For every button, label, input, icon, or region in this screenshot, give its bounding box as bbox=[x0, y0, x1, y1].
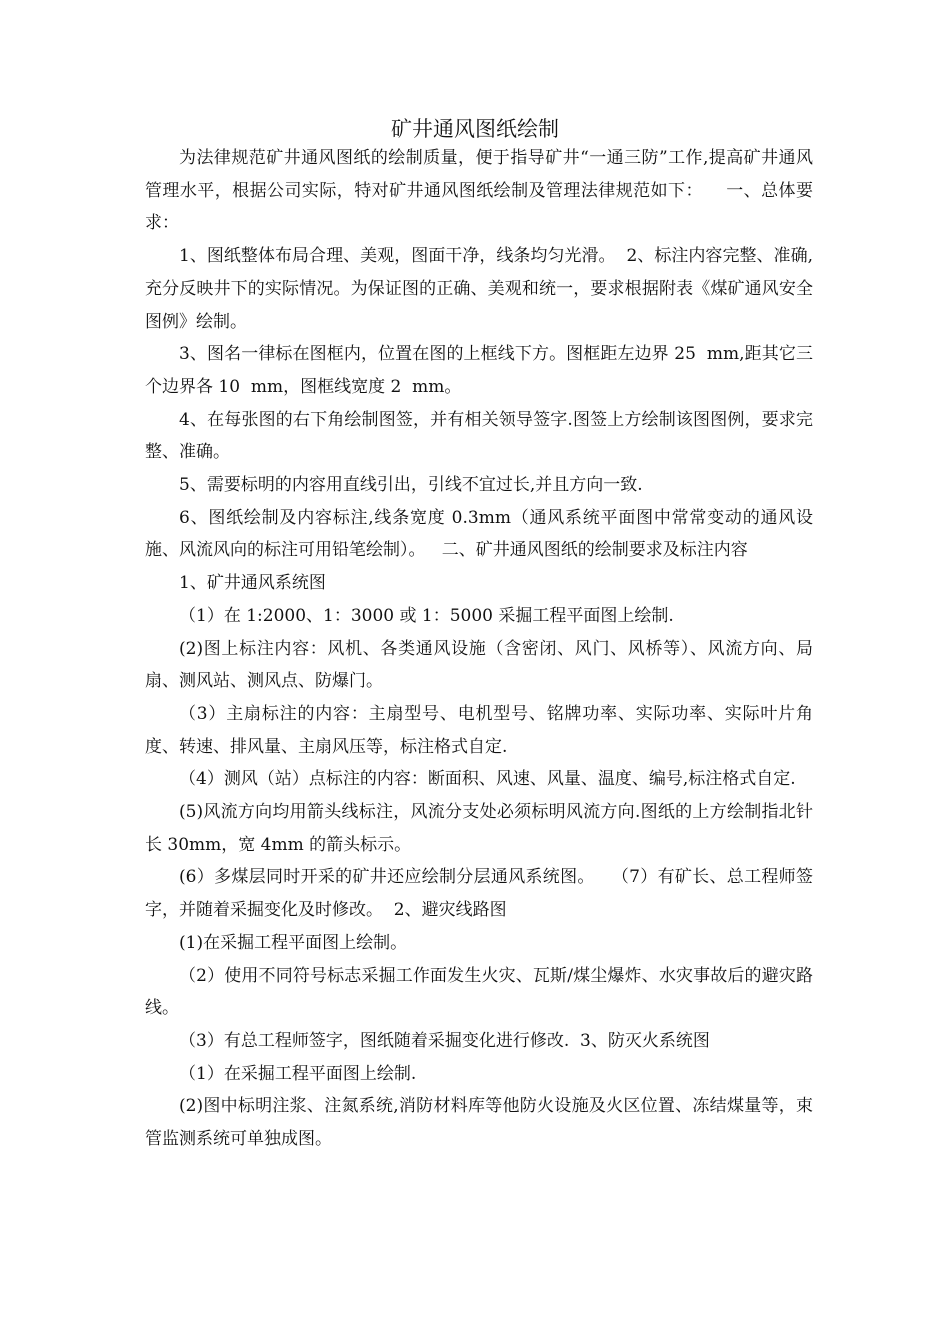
paragraph: （1）在采掘工程平面图上绘制. bbox=[179, 1063, 417, 1084]
paragraph: (2)图中标明注浆、注氮系统,消防材料库等他防火设施及火区位置、冻结煤量等，束管监测系统可单独成图。 bbox=[145, 1096, 813, 1150]
paragraph: （2）使用不同符号标志采掘工作面发生火灾、瓦斯/煤尘爆炸、水灾事故后的避灾路线。 bbox=[145, 965, 813, 1019]
paragraph: （3）主扇标注的内容：主扇型号、电机型号、铭牌功率、实际功率、实际叶片角度、转速、排风量、主扇风压等，标注格式自定. bbox=[145, 703, 813, 757]
paragraph: 3、图名一律标在图框内，位置在图的上框线下方。图框距左边界 25 mm,距其它三个边界各 10 mm，图框线宽度 2 mm。 bbox=[145, 344, 813, 397]
paragraph: 1、矿井通风系统图 bbox=[179, 573, 326, 594]
document-body bbox=[145, 142, 813, 1156]
paragraph: (1)在采掘工程平面图上绘制。 bbox=[179, 932, 408, 953]
paragraph: 1、图纸整体布局合理、美观，图面干净，线条均匀光滑。 2、标注内容完整、准确,充分反映井下的实际情况。为保证图的正确、美观和统一，要求根据附表《煤矿通风安全图例》绘制。 bbox=[145, 246, 813, 332]
paragraph: 为法律规范矿井通风图纸的绘制质量，便于指导矿井“一通三防”工作,提高矿井通风管理水平，根据公司实际，特对矿井通风图纸绘制及管理法律规范如下： 一、总体要求： bbox=[145, 148, 813, 234]
paragraph: (2)图上标注内容：风机、各类通风设施（含密闭、风门、风桥等）、风流方向、局扇、测风站、测风点、防爆门。 bbox=[145, 638, 813, 692]
paragraph: (5)风流方向均用箭头线标注，风流分支处必须标明风流方向.图纸的上方绘制指北针长 30mm，宽 4mm 的箭头标示。 bbox=[145, 802, 813, 855]
document-title: 矿井通风图纸绘制 bbox=[391, 117, 559, 141]
paragraph: 5、需要标明的内容用直线引出，引线不宜过长,并且方向一致. bbox=[179, 475, 643, 496]
paragraph: 4、在每张图的右下角绘制图签，并有相关领导签字.图签上方绘制该图图例，要求完整、准确。 bbox=[145, 409, 813, 463]
paragraph: （1）在 1:2000、1：3000 或 1：5000 采掘工程平面图上绘制. bbox=[179, 605, 674, 626]
paragraph: 6、图纸绘制及内容标注,线条宽度 0.3mm（通风系统平面图中常常变动的通风设施、风流风向的标注可用铅笔绘制）。 二、矿井通风图纸的绘制要求及标注内容 bbox=[145, 507, 813, 561]
paragraph: (6）多煤层同时开采的矿井还应绘制分层通风系统图。 （7）有矿长、总工程师签字，并随着采掘变化及时修改。 2、避灾线路图 bbox=[145, 867, 813, 921]
paragraph: （3）有总工程师签字，图纸随着采掘变化进行修改. 3、防灭火系统图 bbox=[179, 1030, 710, 1051]
paragraph: （4）测风（站）点标注的内容：断面积、风速、风量、温度、编号,标注格式自定. bbox=[179, 769, 796, 790]
